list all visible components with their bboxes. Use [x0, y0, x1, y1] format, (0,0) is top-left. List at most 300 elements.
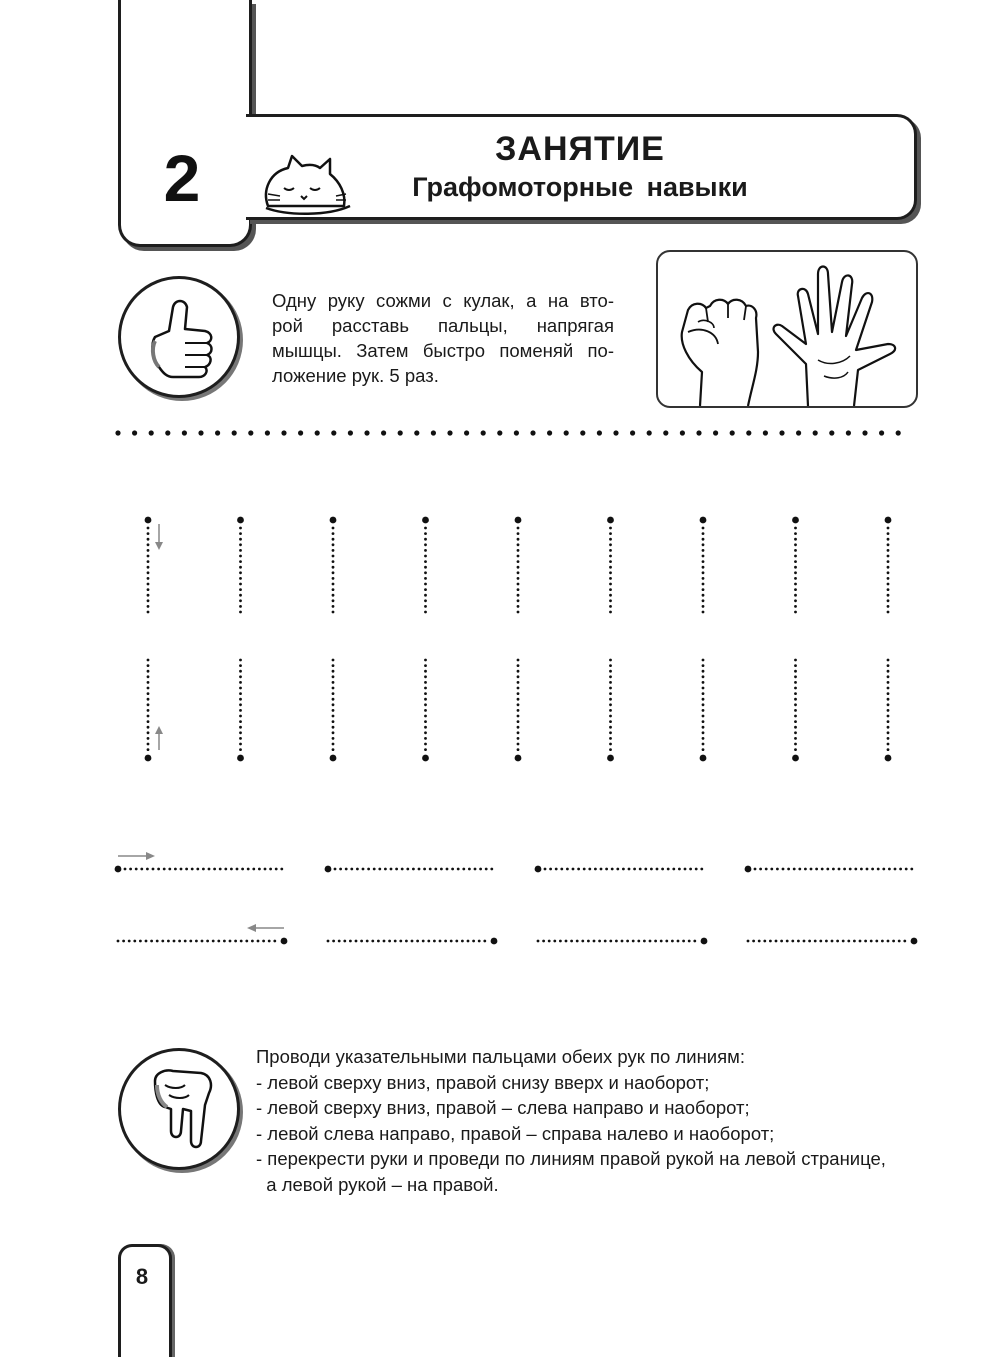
trace-dot — [332, 709, 335, 712]
trace-dot — [406, 868, 409, 871]
trace-dot — [637, 940, 640, 943]
trace-dot — [887, 577, 890, 580]
trace-dot — [609, 594, 612, 597]
trace-dot — [139, 940, 142, 943]
separator-dot — [730, 430, 735, 435]
trace-dot — [794, 583, 797, 586]
trace-dot — [239, 748, 242, 751]
trace-dot — [185, 868, 188, 871]
trace-dot — [702, 720, 705, 723]
trace-dot — [332, 588, 335, 591]
trace-dot — [587, 940, 590, 943]
trace-dot — [239, 543, 242, 546]
trace-dot — [887, 560, 890, 563]
trace-dot — [147, 538, 150, 541]
trace-dot — [350, 868, 353, 871]
trace-dot — [859, 940, 862, 943]
trace-dot — [450, 940, 453, 943]
trace-dot — [517, 566, 520, 569]
trace-dot — [794, 675, 797, 678]
trace-dot — [371, 940, 374, 943]
separator-dot — [215, 430, 220, 435]
trace-dot — [147, 549, 150, 552]
trace-dot — [678, 868, 681, 871]
trace-dot — [793, 868, 796, 871]
trace-dot — [794, 594, 797, 597]
trace-dot — [609, 538, 612, 541]
trace-dot — [537, 940, 540, 943]
separator-dot — [796, 430, 801, 435]
trace-dot — [758, 940, 761, 943]
trace-dot — [332, 698, 335, 701]
trace-dot — [135, 868, 138, 871]
separator-dot — [265, 430, 270, 435]
trace-dot — [401, 868, 404, 871]
trace-dot — [424, 566, 427, 569]
trace-dot — [609, 549, 612, 552]
trace-dot — [887, 675, 890, 678]
trace-dot — [147, 566, 150, 569]
trace-dot — [122, 940, 125, 943]
trace-dot — [702, 599, 705, 602]
instruction-line: а левой рукой – на правой. — [256, 1173, 499, 1195]
trace-dot — [888, 868, 891, 871]
trace-start-dot — [145, 517, 152, 524]
trace-dot — [871, 868, 874, 871]
trace-dot — [594, 868, 597, 871]
trace-dot — [467, 940, 470, 943]
trace-dot — [332, 692, 335, 695]
instruction-line: Одну руку сожми с кулак, а на вто- — [272, 290, 614, 311]
trace-dot — [887, 599, 890, 602]
trace-dot — [239, 687, 242, 690]
trace-start-dot — [330, 755, 337, 762]
trace-dot — [147, 588, 150, 591]
trace-dot — [147, 560, 150, 563]
trace-dot — [702, 555, 705, 558]
separator-dot — [829, 430, 834, 435]
trace-dot — [910, 868, 913, 871]
trace-dot — [147, 659, 150, 662]
trace-dot — [517, 681, 520, 684]
trace-dot — [418, 868, 421, 871]
trace-dot — [174, 868, 177, 871]
trace-dot — [239, 560, 242, 563]
trace-dot — [689, 868, 692, 871]
trace-dot — [702, 737, 705, 740]
trace-dot — [702, 726, 705, 729]
trace-dot — [196, 868, 199, 871]
trace-dot — [332, 703, 335, 706]
trace-dot — [609, 743, 612, 746]
trace-dot — [332, 605, 335, 608]
trace-dot — [887, 743, 890, 746]
trace-dot — [394, 940, 397, 943]
trace-dot — [191, 868, 194, 871]
trace-dot — [180, 868, 183, 871]
trace-dot — [887, 571, 890, 574]
trace-dot — [332, 549, 335, 552]
trace-dot — [424, 588, 427, 591]
trace-start-dot — [145, 755, 152, 762]
trace-dot — [251, 940, 254, 943]
trace-start-dot — [422, 517, 429, 524]
trace-dot — [129, 868, 132, 871]
trace-dot — [239, 583, 242, 586]
trace-dot — [887, 670, 890, 673]
trace-dot — [553, 940, 556, 943]
separator-dot — [431, 430, 436, 435]
trace-dot — [632, 940, 635, 943]
trace-dot — [702, 538, 705, 541]
trace-dot — [230, 868, 233, 871]
vertical-tracing-lines — [145, 517, 892, 762]
trace-dot — [424, 664, 427, 667]
trace-dot — [472, 940, 475, 943]
trace-dot — [332, 743, 335, 746]
trace-dot — [147, 687, 150, 690]
exercise-1-instructions — [272, 288, 614, 388]
trace-dot — [609, 532, 612, 535]
separator-dot — [680, 430, 685, 435]
trace-dot — [794, 538, 797, 541]
trace-dot — [212, 940, 215, 943]
trace-dot — [451, 868, 454, 871]
lesson-subtitle: Графомоторные навыки — [412, 172, 748, 202]
trace-dot — [609, 675, 612, 678]
trace-dot — [794, 659, 797, 662]
trace-dot — [826, 868, 829, 871]
instruction-line: - левой сверху вниз, правой снизу вверх и наоборот; — [256, 1071, 710, 1093]
trace-dot — [517, 703, 520, 706]
trace-dot — [702, 566, 705, 569]
trace-dot — [201, 940, 204, 943]
trace-dot — [849, 868, 852, 871]
trace-dot — [439, 940, 442, 943]
trace-dot — [440, 868, 443, 871]
trace-dot — [581, 940, 584, 943]
trace-dot — [239, 599, 242, 602]
trace-dot — [794, 715, 797, 718]
trace-dot — [660, 940, 663, 943]
trace-dot — [156, 940, 159, 943]
trace-dot — [327, 940, 330, 943]
trace-dot — [609, 659, 612, 662]
trace-dot — [424, 743, 427, 746]
separator-dot — [481, 430, 486, 435]
trace-dot — [836, 940, 839, 943]
trace-dot — [424, 599, 427, 602]
trace-dot — [570, 940, 573, 943]
trace-dot — [399, 940, 402, 943]
trace-dot — [424, 583, 427, 586]
trace-dot — [424, 659, 427, 662]
trace-dot — [517, 715, 520, 718]
trace-dot — [765, 868, 768, 871]
trace-dot — [609, 709, 612, 712]
trace-dot — [147, 698, 150, 701]
trace-dot — [702, 664, 705, 667]
trace-dot — [239, 709, 242, 712]
trace-dot — [269, 868, 272, 871]
trace-dot — [702, 670, 705, 673]
trace-dot — [661, 868, 664, 871]
trace-dot — [794, 743, 797, 746]
fist-and-palm-illustration — [658, 252, 916, 406]
trace-dot — [373, 868, 376, 871]
trace-dot — [332, 731, 335, 734]
trace-dot — [905, 868, 908, 871]
trace-dot — [782, 868, 785, 871]
thumbs-up-hand-icon — [121, 279, 237, 395]
separator-dot — [663, 430, 668, 435]
trace-dot — [424, 715, 427, 718]
trace-dot — [609, 664, 612, 667]
instruction-line: - левой слева направо, правой – справа налево и наоборот; — [256, 1122, 775, 1144]
trace-dot — [239, 726, 242, 729]
trace-dot — [794, 571, 797, 574]
trace-dot — [583, 868, 586, 871]
separator-dot — [398, 430, 403, 435]
trace-dot — [239, 715, 242, 718]
trace-dot — [794, 555, 797, 558]
trace-dot — [609, 605, 612, 608]
trace-dot — [702, 527, 705, 530]
trace-dot — [898, 940, 901, 943]
trace-dot — [332, 611, 335, 614]
trace-dot — [639, 868, 642, 871]
trace-dot — [239, 659, 242, 662]
trace-dot — [412, 868, 415, 871]
trace-dot — [609, 611, 612, 614]
trace-dot — [577, 868, 580, 871]
trace-dot — [899, 868, 902, 871]
trace-dot — [234, 940, 237, 943]
trace-dot — [702, 577, 705, 580]
instruction-line: Проводи указательными пальцами обеих рук по линиям: — [256, 1046, 745, 1067]
trace-dot — [252, 868, 255, 871]
trace-dot — [794, 611, 797, 614]
trace-dot — [763, 940, 766, 943]
trace-dot — [609, 588, 612, 591]
trace-dot — [887, 703, 890, 706]
trace-dot — [794, 599, 797, 602]
trace-dot — [345, 868, 348, 871]
trace-dot — [794, 720, 797, 723]
separator-dot — [630, 430, 635, 435]
trace-dot — [882, 868, 885, 871]
trace-dot — [206, 940, 209, 943]
trace-dot — [887, 588, 890, 591]
trace-dot — [517, 659, 520, 662]
trace-dot — [702, 709, 705, 712]
separator-dot — [713, 430, 718, 435]
trace-dot — [332, 599, 335, 602]
trace-dot — [239, 549, 242, 552]
trace-dot — [147, 594, 150, 597]
trace-dot — [147, 731, 150, 734]
trace-dot — [239, 577, 242, 580]
trace-dot — [332, 681, 335, 684]
separator-dot — [348, 430, 353, 435]
trace-dot — [424, 675, 427, 678]
trace-start-dot — [885, 517, 892, 524]
trace-dot — [702, 549, 705, 552]
separator-dot — [547, 430, 552, 435]
trace-dot — [702, 715, 705, 718]
trace-dot — [894, 868, 897, 871]
trace-dot — [157, 868, 160, 871]
trace-dot — [588, 868, 591, 871]
trace-dot — [332, 664, 335, 667]
section-separator — [110, 426, 920, 440]
trace-dot — [598, 940, 601, 943]
trace-dot — [446, 868, 449, 871]
trace-dot — [572, 868, 575, 871]
trace-start-dot — [115, 866, 122, 873]
trace-dot — [559, 940, 562, 943]
trace-dot — [239, 532, 242, 535]
trace-dot — [146, 868, 149, 871]
trace-dot — [280, 868, 283, 871]
tracing-lines-area — [100, 500, 930, 960]
trace-dot — [814, 940, 817, 943]
exercise-2-instructions — [256, 1044, 936, 1197]
trace-dot — [609, 599, 612, 602]
trace-dot — [424, 538, 427, 541]
separator-dot — [281, 430, 286, 435]
trace-dot — [842, 940, 845, 943]
trace-start-dot — [237, 755, 244, 762]
trace-dot — [887, 527, 890, 530]
trace-dot — [239, 681, 242, 684]
horizontal-tracing-lines — [115, 866, 918, 945]
trace-dot — [145, 940, 148, 943]
trace-dot — [147, 611, 150, 614]
trace-dot — [332, 566, 335, 569]
trace-dot — [609, 731, 612, 734]
trace-dot — [455, 940, 458, 943]
trace-dot — [808, 940, 811, 943]
exercise-icon-circle — [118, 1048, 240, 1170]
trace-dot — [241, 868, 244, 871]
trace-dot — [147, 675, 150, 678]
trace-dot — [161, 940, 164, 943]
trace-dot — [616, 868, 619, 871]
trace-dot — [424, 703, 427, 706]
trace-dot — [555, 868, 558, 871]
trace-dot — [268, 940, 271, 943]
trace-dot — [887, 659, 890, 662]
trace-dot — [147, 703, 150, 706]
trace-dot — [147, 664, 150, 667]
trace-dot — [213, 868, 216, 871]
trace-dot — [794, 698, 797, 701]
trace-dot — [423, 868, 426, 871]
trace-dot — [334, 868, 337, 871]
trace-start-dot — [422, 755, 429, 762]
trace-dot — [626, 940, 629, 943]
separator-dot — [198, 430, 203, 435]
trace-dot — [332, 737, 335, 740]
instruction-line: - левой сверху вниз, правой – слева направо и наоборот; — [256, 1097, 750, 1118]
trace-dot — [424, 549, 427, 552]
trace-dot — [517, 583, 520, 586]
separator-dot — [896, 430, 901, 435]
separator-dot — [746, 430, 751, 435]
trace-dot — [332, 594, 335, 597]
trace-dot — [167, 940, 170, 943]
trace-dot — [688, 940, 691, 943]
trace-dot — [147, 571, 150, 574]
separator-dot — [879, 430, 884, 435]
trace-dot — [147, 743, 150, 746]
trace-dot — [208, 868, 211, 871]
trace-start-dot — [700, 755, 707, 762]
trace-dot — [702, 748, 705, 751]
trace-dot — [395, 868, 398, 871]
trace-dot — [517, 527, 520, 530]
trace-dot — [887, 583, 890, 586]
trace-dot — [355, 940, 358, 943]
trace-dot — [462, 868, 465, 871]
trace-dot — [362, 868, 365, 871]
trace-dot — [424, 709, 427, 712]
trace-dot — [887, 538, 890, 541]
trace-dot — [239, 538, 242, 541]
trace-dot — [780, 940, 783, 943]
trace-dot — [887, 720, 890, 723]
trace-dot — [702, 594, 705, 597]
trace-dot — [517, 675, 520, 678]
trace-dot — [332, 726, 335, 729]
separator-dot — [514, 430, 519, 435]
trace-start-dot — [745, 866, 752, 873]
trace-dot — [649, 940, 652, 943]
trace-dot — [794, 737, 797, 740]
trace-dot — [609, 715, 612, 718]
trace-dot — [424, 737, 427, 740]
trace-dot — [887, 532, 890, 535]
trace-dot — [643, 940, 646, 943]
separator-dot — [613, 430, 618, 435]
trace-dot — [682, 940, 685, 943]
trace-dot — [702, 692, 705, 695]
trace-dot — [853, 940, 856, 943]
hands-illustration-frame — [656, 250, 918, 408]
trace-dot — [644, 868, 647, 871]
trace-dot — [147, 670, 150, 673]
trace-dot — [887, 555, 890, 558]
lesson-title: ЗАНЯТИЕ — [495, 130, 665, 168]
trace-dot — [223, 940, 226, 943]
trace-dot — [821, 868, 824, 871]
separator-dot — [182, 430, 187, 435]
trace-dot — [794, 588, 797, 591]
trace-dot — [887, 543, 890, 546]
trace-dot — [517, 599, 520, 602]
trace-dot — [239, 720, 242, 723]
trace-dot — [424, 543, 427, 546]
trace-dot — [384, 868, 387, 871]
separator-dot — [580, 430, 585, 435]
separator-dot — [862, 430, 867, 435]
trace-dot — [424, 687, 427, 690]
trace-dot — [239, 527, 242, 530]
trace-dot — [427, 940, 430, 943]
trace-dot — [485, 868, 488, 871]
trace-dot — [517, 720, 520, 723]
